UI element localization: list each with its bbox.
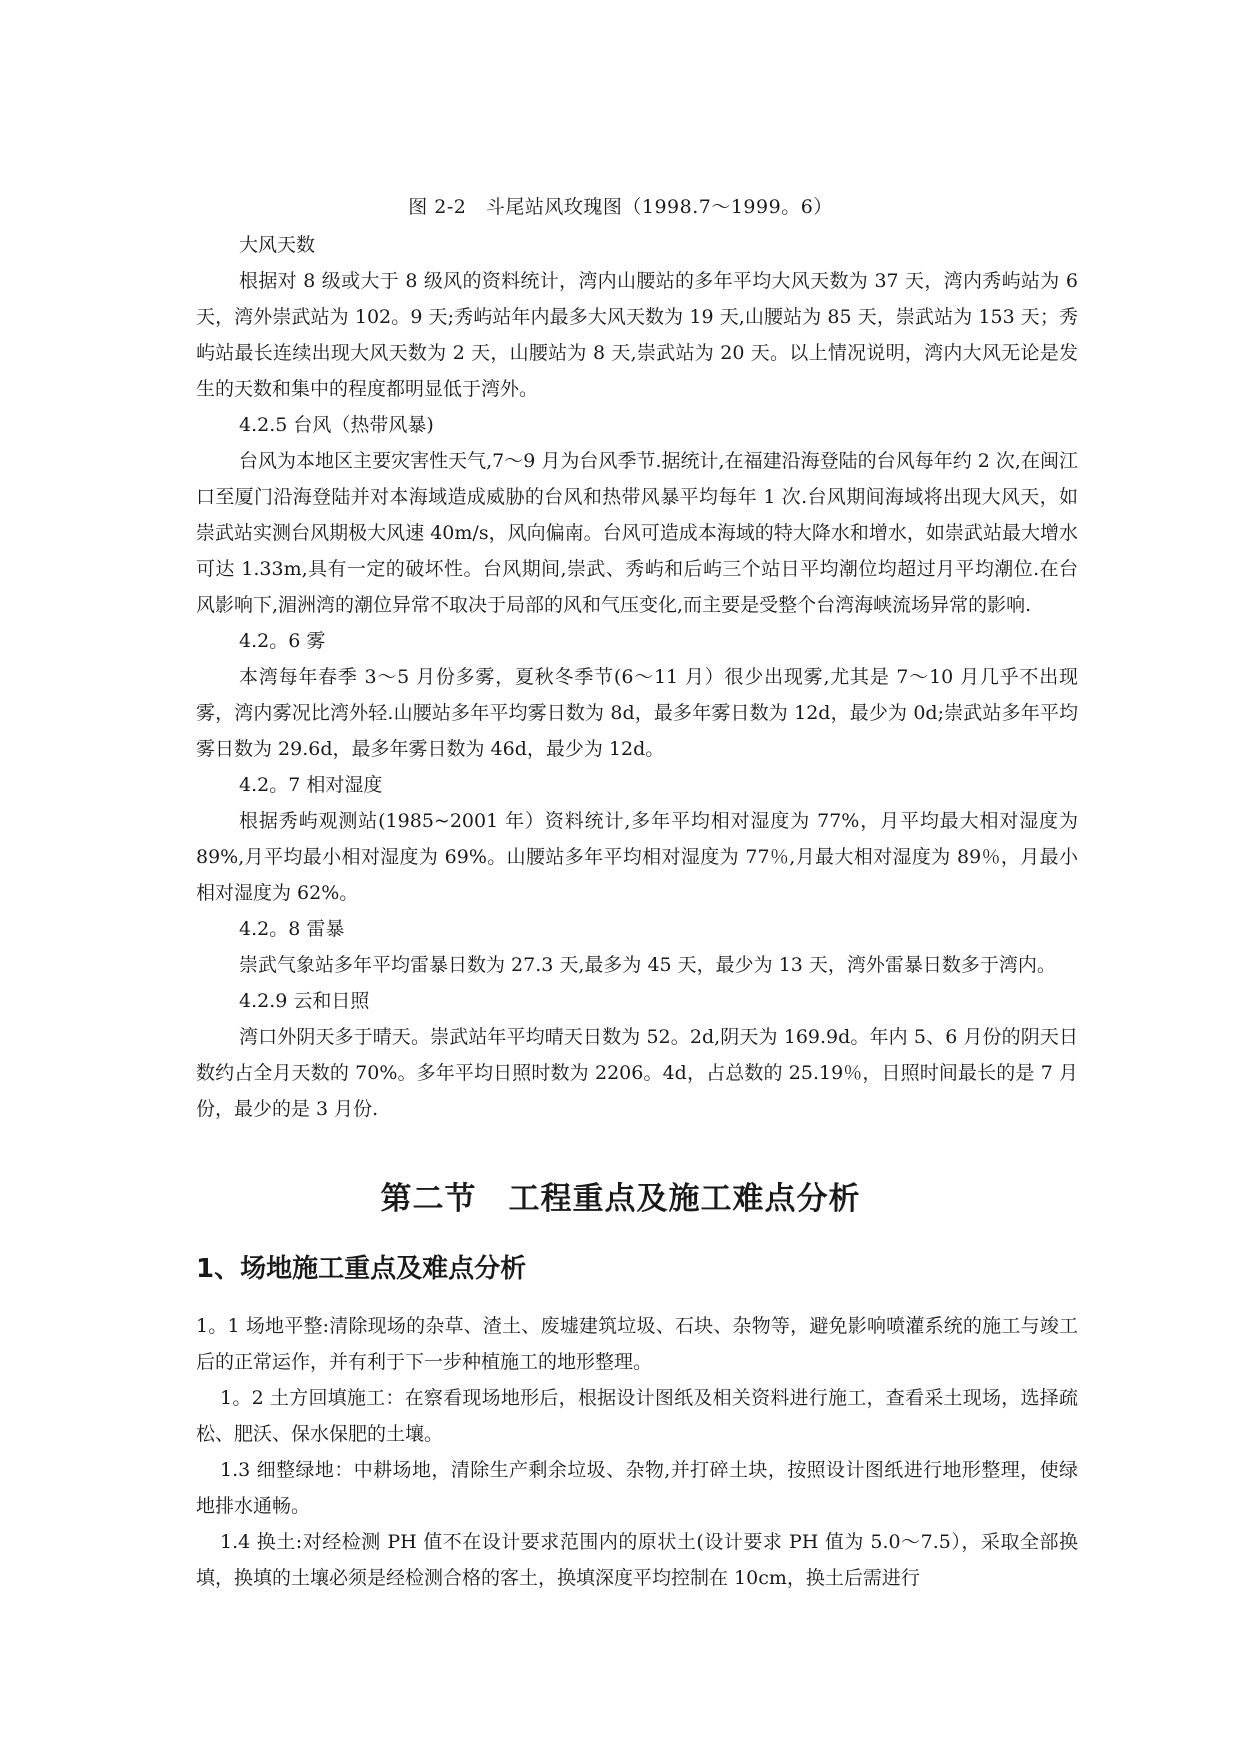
paragraph-heading: 4.2.5 台风（热带风暴) [239,414,434,436]
subsection-title: 1、场地施工重点及难点分析 [196,1254,527,1284]
paragraph: 台风为本地区主要灾害性天气,7～9 月为台风季节.据统计,在福建沿海登陆的台风每年约 2 次,在闽江口至厦门沿海登陆并对本海域造成威胁的台风和热带风暴平均每年 1 次.台风期间海域将出现大风天，如崇武站实测台风期极大风速 40m/s，风向偏南。台风可造成本海域的特大降水和增水，如崇武站最大增水可达 1.33m,具有一定的破坏性。台风期间,崇武、秀屿和后屿三个站日平均潮位均超过月平均潮位.在台风影响下,湄洲湾的潮位异常不取决于局部的风和气压变化,而主要是受整个台湾海峡流场异常的影响. [196,450,1078,616]
paragraph: 1。2 土方回填施工：在察看现场地形后，根据设计图纸及相关资料进行施工，查看采土现场，选择疏松、肥沃、保水保肥的土壤。 [196,1387,1078,1445]
paragraph-heading: 4.2。6 雾 [239,630,326,652]
paragraph-heading: 4.2。8 雷暴 [239,918,345,940]
figure-caption: 图 2-2 斗尾站风玫瑰图（1998.7～1999。6） [408,196,833,218]
paragraph: 1.3 细整绿地：中耕场地，清除生产剩余垃圾、杂物,并打碎土块，按照设计图纸进行地形整理，使绿地排水通畅。 [196,1459,1078,1517]
paragraph-heading: 大风天数 [239,234,316,256]
paragraph: 根据秀屿观测站(1985~2001 年）资料统计,多年平均相对湿度为 77%，月平均最大相对湿度为 89%,月平均最小相对湿度为 69%。山腰站多年平均相对湿度为 77％,月最大相对湿度为 89％，月最小相对湿度为 62%。 [196,810,1078,904]
paragraph: 崇武气象站多年平均雷暴日数为 27.3 天,最多为 45 天，最少为 13 天，湾外雷暴日数多于湾内。 [239,954,1056,976]
paragraph: 根据对 8 级或大于 8 级风的资料统计，湾内山腰站的多年平均大风天数为 37 天，湾内秀屿站为 6 天，湾外崇武站为 102。9 天;秀屿站年内最多大风天数为 19 天,山腰站为 85 天，崇武站为 153 天；秀屿站最长连续出现大风天数为 2 天，山腰站为 8 天,崇武站为 20 天。以上情况说明，湾内大风无论是发生的天数和集中的程度都明显低于湾外。 [196,270,1078,400]
body-text [196,227,1078,1127]
paragraph: 湾口外阴天多于晴天。崇武站年平均晴天日数为 52。2d,阴天为 169.9d。年内 5、6 月份的阴天日数约占全月天数的 70%。多年平均日照时数为 2206。4d，占总数的 25.19％，日照时间最长的是 7 月份，最少的是 3 月份. [196,1026,1078,1120]
paragraph: 本湾每年春季 3～5 月份多雾，夏秋冬季节(6～11 月）很少出现雾,尤其是 7～10 月几乎不出现雾，湾内雾况比湾外轻.山腰站多年平均雾日数为 8d，最多年雾日数为 12d，最少为 0d;崇武站多年平均雾日数为 29.6d，最多年雾日数为 46d，最少为 12d。 [196,666,1078,760]
section-title: 第二节 工程重点及施工难点分析 [380,1181,861,1217]
paragraph: 1.4 换土:对经检测 PH 值不在设计要求范围内的原状土(设计要求 PH 值为 5.0～7.5），采取全部换填，换填的土壤必须是经检测合格的客土，换填深度平均控制在 10cm，换土后需进行 [196,1531,1078,1589]
body-text-2 [196,1308,1078,1596]
paragraph-heading: 4.2.9 云和日照 [239,990,370,1012]
paragraph: 1。1 场地平整:清除现场的杂草、渣土、废墟建筑垃圾、石块、杂物等，避免影响喷灌系统的施工与竣工后的正常运作，并有利于下一步种植施工的地形整理。 [196,1315,1078,1373]
paragraph-heading: 4.2。7 相对湿度 [239,774,383,796]
